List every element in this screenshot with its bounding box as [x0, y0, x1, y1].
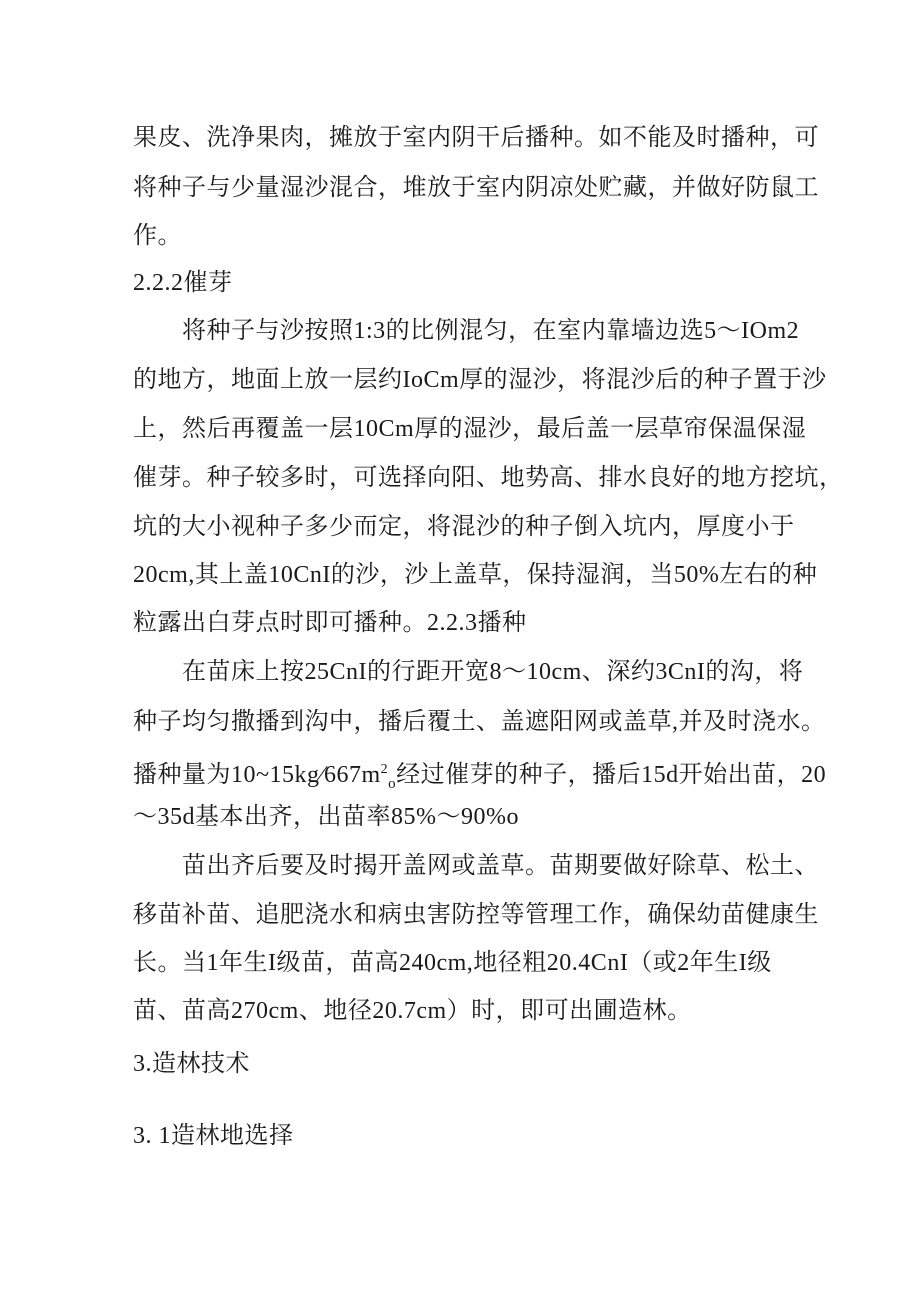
paragraph-line: 苗出齐后要及时揭开盖网或盖草。苗期要做好除草、松土、	[182, 853, 819, 879]
paragraph-line: 粒露出白芽点时即可播种。2.2.3播种	[133, 610, 527, 636]
subscript-o: o	[388, 775, 397, 792]
sowing-rate-text: 播种量为10~15kg∕667m	[133, 762, 381, 788]
paragraph-line: 移苗补苗、追肥浇水和病虫害防控等管理工作，确保幼苗健康生	[133, 902, 819, 928]
section-heading-3: 3.造林技术	[133, 1051, 250, 1077]
section-heading-2-2-2: 2.2.2催芽	[133, 270, 233, 296]
paragraph-line: 将种子与沙按照1:3的比例混匀，在室内靠墙边选5～IOm2	[182, 318, 800, 344]
paragraph-line: 20cm,其上盖10CnI的沙，沙上盖草，保持湿润，当50%左右的种	[133, 562, 818, 588]
paragraph-line: 果皮、洗净果肉，摊放于室内阴干后播种。如不能及时播种，可	[133, 125, 819, 151]
germination-text: 经过催芽的种子，播后15d开始出苗，20	[396, 762, 827, 788]
paragraph-line: 坑的大小视种子多少而定，将混沙的种子倒入坑内，厚度小于	[133, 514, 795, 540]
paragraph-line	[133, 754, 826, 800]
paragraph-line: 作。	[133, 223, 182, 249]
paragraph-line: 的地方，地面上放一层约IoCm厚的湿沙，将混沙后的种子置于沙	[133, 367, 827, 393]
paragraph-line: 将种子与少量湿沙混合，堆放于室内阴凉处贮藏，并做好防鼠工	[133, 175, 819, 201]
paragraph-line: 苗、苗高270cm、地径20.7cm）时，即可出圃造林。	[133, 998, 692, 1024]
paragraph-line: 种子均匀撒播到沟中，播后覆土、盖遮阳网或盖草,并及时浇水。	[133, 709, 826, 735]
paragraph-line: 在苗床上按25CnI的行距开宽8～10cm、深约3CnI的沟，将	[182, 659, 804, 685]
superscript-two: 2	[380, 762, 389, 777]
paragraph-line: 上，然后再覆盖一层10Cm厚的湿沙，最后盖一层草帘保温保湿	[133, 416, 807, 442]
paragraph-line: 催芽。种子较多时，可选择向阳、地势高、排水良好的地方挖坑，	[133, 465, 844, 491]
paragraph-line: ～35d基本出齐，出苗率85%～90%o	[133, 804, 519, 830]
section-heading-3-1: 3. 1造林地选择	[133, 1123, 294, 1149]
paragraph-line: 长。当1年生I级苗，苗高240cm,地径粗20.4CnI（或2年生I级	[133, 950, 772, 976]
